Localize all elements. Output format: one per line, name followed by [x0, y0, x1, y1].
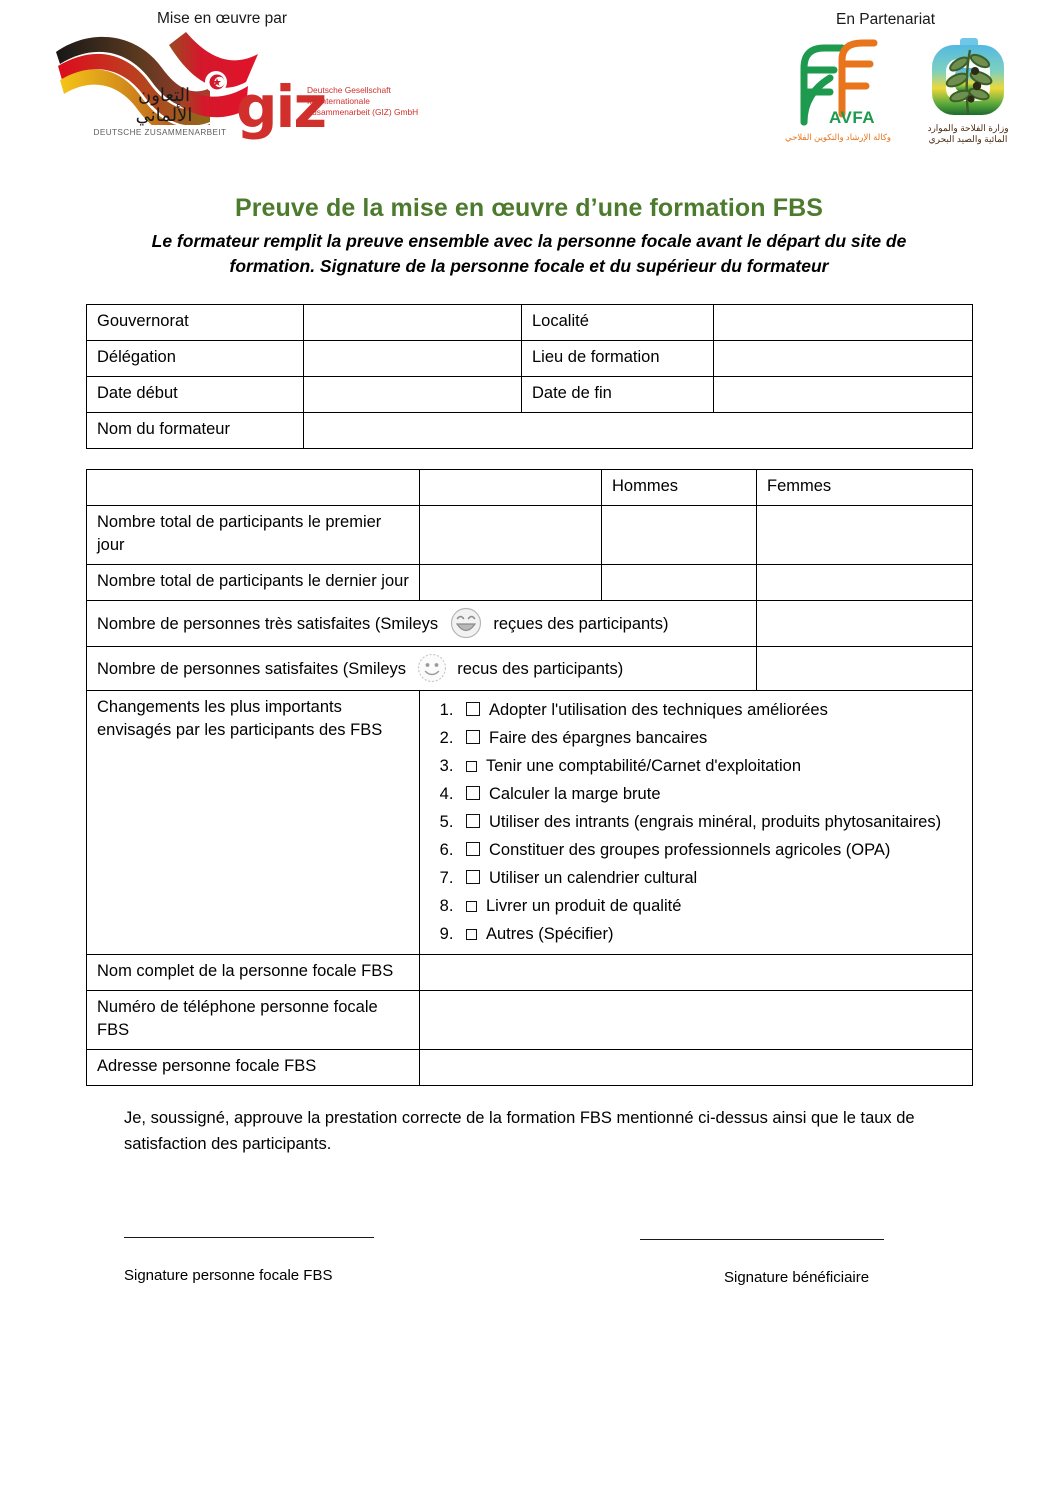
list-item[interactable] [458, 780, 964, 808]
label-localite: Localité [522, 304, 714, 340]
label-nom-personne-focale: Nom complet de la personne focale FBS [87, 955, 420, 991]
list-item-label: Livrer un produit de qualité [486, 896, 682, 915]
table-row [87, 412, 973, 448]
giz-wordmark: giz [236, 73, 326, 141]
german-cooperation-arabic: التعاون الألماني [135, 85, 193, 126]
checkbox-7[interactable] [466, 870, 480, 884]
page-title: Preuve de la mise en œuvre d’une formation FBS [234, 194, 824, 222]
label-tres-satisfaites [87, 600, 757, 646]
label-date-debut: Date début [87, 376, 304, 412]
list-item[interactable] [458, 892, 964, 920]
label-tres-satisfaites-before: Nombre de personnes très satisfaites (Smileys [97, 614, 439, 633]
field-nom-du-formateur[interactable] [304, 412, 973, 448]
list-item[interactable] [458, 724, 964, 752]
general-info-table [86, 304, 973, 449]
label-nom-du-formateur: Nom du formateur [87, 412, 304, 448]
field-participants-dernier-jour-total[interactable] [420, 564, 602, 600]
label-telephone-personne-focale: Numéro de téléphone personne focale FBS [87, 991, 420, 1050]
list-item[interactable] [458, 836, 964, 864]
column-header-hommes: Hommes [602, 469, 757, 505]
field-date-de-fin[interactable] [714, 376, 973, 412]
list-item[interactable] [458, 808, 964, 836]
field-participants-dernier-jour-hommes[interactable] [602, 564, 757, 600]
signature-line-personne-focale[interactable] [124, 1237, 374, 1238]
field-delegation[interactable] [304, 340, 522, 376]
avfa-wordmark: AVFA [829, 108, 876, 127]
checkbox-8[interactable] [466, 901, 477, 912]
table-row [87, 1049, 973, 1085]
field-satisfaites[interactable] [757, 646, 973, 690]
avfa-logo [782, 34, 892, 154]
checkbox-6[interactable] [466, 842, 480, 856]
giz-logo [44, 30, 474, 150]
field-tres-satisfaites[interactable] [757, 600, 973, 646]
list-item[interactable] [458, 864, 964, 892]
forms-container [86, 304, 972, 1086]
list-item-label: Utiliser un calendrier cultural [489, 868, 698, 887]
list-item-label: Constituer des groupes professionnels agricoles (OPA) [489, 840, 891, 859]
list-item-label: Autres (Spécifier) [486, 924, 614, 943]
label-participants-premier-jour: Nombre total de participants le premier jour [87, 505, 420, 564]
list-item[interactable] [458, 696, 964, 724]
field-gouvernorat[interactable] [304, 304, 522, 340]
table-row [87, 564, 973, 600]
table-row [87, 991, 973, 1050]
checkbox-9[interactable] [466, 929, 477, 940]
title-block [0, 194, 1058, 280]
field-participants-premier-jour-hommes[interactable] [602, 505, 757, 564]
table-row [87, 376, 973, 412]
field-lieu-de-formation[interactable] [714, 340, 973, 376]
changes-checkbox-list [430, 696, 964, 948]
table-row [87, 690, 973, 954]
checkbox-2[interactable] [466, 730, 480, 744]
field-date-debut[interactable] [304, 376, 522, 412]
document-header [0, 0, 1058, 172]
list-item[interactable] [458, 752, 964, 780]
list-item-label: Utiliser des intrants (engrais minéral, produits phytosanitaires) [489, 812, 942, 831]
list-item-label: Tenir une comptabilité/Carnet d'exploitation [486, 756, 801, 775]
page-subtitle: Le formateur remplit la preuve ensemble avec la personne focale avant le départ du site de formation. Signature de la personne focale et du supérieur du formateur [151, 231, 907, 277]
list-item-label: Calculer la marge brute [489, 784, 661, 803]
label-satisfaites-before: Nombre de personnes satisfaites (Smileys [97, 659, 407, 678]
field-participants-dernier-jour-femmes[interactable] [757, 564, 973, 600]
label-gouvernorat: Gouvernorat [87, 304, 304, 340]
header-blank [87, 469, 420, 505]
ministry-arabic-caption: وزارة الفلاحة والموارد المائية والصيد البحري [927, 123, 1009, 145]
table-row [87, 955, 973, 991]
smiling-smiley-icon [416, 652, 448, 684]
in-partnership-caption: En Partenariat [836, 11, 936, 28]
avfa-arabic-caption: وكالة الإرشاد والتكوين الفلاحي [785, 132, 891, 142]
signature-line-beneficiaire[interactable] [640, 1239, 884, 1240]
field-localite[interactable] [714, 304, 973, 340]
list-item-label: Adopter l'utilisation des techniques améliorées [489, 700, 828, 719]
field-adresse-personne-focale[interactable] [420, 1049, 973, 1085]
label-changements: Changements les plus importants envisagés par les participants des FBS [87, 690, 420, 954]
participants-table [86, 469, 973, 1086]
column-header-femmes: Femmes [757, 469, 973, 505]
label-satisfaites-after: recus des participants) [457, 659, 624, 678]
giz-subtitle: Deutsche Gesellschaft für Internationale Zusammenarbeit (GIZ) GmbH [307, 85, 419, 117]
checkbox-1[interactable] [466, 702, 480, 716]
closing-statement: Je, soussigné, approuve la prestation correcte de la formation FBS mentionné ci-dessus ainsi que le taux de satisfaction des participants. [124, 1109, 915, 1153]
list-item-label: Faire des épargnes bancaires [489, 728, 708, 747]
field-telephone-personne-focale[interactable] [420, 991, 973, 1050]
table-row [87, 646, 973, 690]
table-row [87, 600, 973, 646]
field-participants-premier-jour-femmes[interactable] [757, 505, 973, 564]
field-nom-personne-focale[interactable] [420, 955, 973, 991]
label-lieu-de-formation: Lieu de formation [522, 340, 714, 376]
table-row [87, 505, 973, 564]
checkbox-4[interactable] [466, 786, 480, 800]
label-participants-dernier-jour: Nombre total de participants le dernier jour [87, 564, 420, 600]
label-delegation: Délégation [87, 340, 304, 376]
signature-label-personne-focale: Signature personne focale FBS [124, 1267, 333, 1284]
changes-checkbox-list-cell [420, 690, 973, 954]
checkbox-3[interactable] [466, 761, 477, 772]
label-satisfaites [87, 646, 757, 690]
table-row [87, 340, 973, 376]
field-participants-premier-jour-total[interactable] [420, 505, 602, 564]
signature-label-beneficiaire: Signature bénéficiaire [724, 1269, 870, 1286]
ministry-olive-branch-icon [908, 28, 1028, 123]
header-blank-total [420, 469, 602, 505]
implemented-by-caption: Mise en œuvre par [157, 10, 288, 27]
table-row [87, 304, 973, 340]
grinning-smiley-icon [449, 606, 483, 640]
checkbox-5[interactable] [466, 814, 480, 828]
list-item[interactable] [458, 920, 964, 948]
table-header-row [87, 469, 973, 505]
label-tres-satisfaites-after: reçues des participants) [493, 614, 669, 633]
label-adresse-personne-focale: Adresse personne focale FBS [87, 1049, 420, 1085]
german-cooperation-caption: DEUTSCHE ZUSAMMENARBEIT [93, 128, 227, 137]
ministry-logo [908, 28, 1028, 158]
label-date-de-fin: Date de fin [522, 376, 714, 412]
